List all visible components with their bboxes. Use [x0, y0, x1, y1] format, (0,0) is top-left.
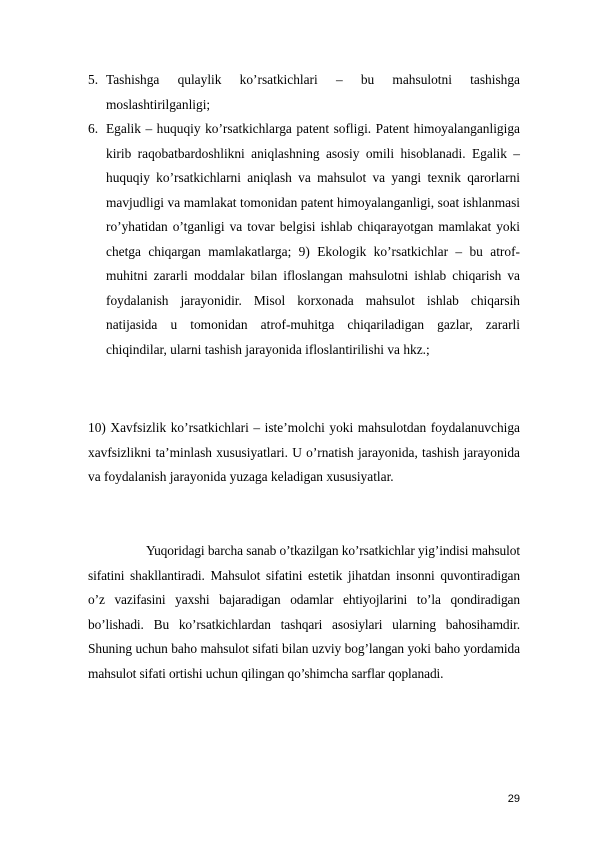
page-number: 29: [507, 793, 520, 805]
list-item-text: Egalik – huquqiy ko’rsatkichlarga patent sofligi. Patent himoyalanganligiga kirib raqobatbardoshlikni aniqlashning asosiy omili hisoblanadi. Egalik – huquqiy ko’rsatkichlarni aniqlash va mahsulot va yangi texnik qarorlarni mavjudligi va mamlakat tomonidan patent himoyalanganligi, soat ishlanmasi ro’yhatidan o’tganligi va tovar belgisi ishlab chiqarayotgan mamlakat yoki chetga chiqargan mamlakatlarga; 9) Ekologik ko’rsatkichlar – bu atrof-muhitni zararli moddalar bilan ifloslangan mahsulotni ishlab chiqarish va foydalanish jarayonidir. Misol korxonada mahsulot ishlab chiqarsih natijasida u tomonidan atrof-muhitga chiqariladigan gazlar, zararli chiqindilar, ularni tashish jarayonida ifloslantirilishi va hkz.;: [106, 121, 520, 357]
list-item: [88, 117, 520, 362]
list-item-number: 6.: [88, 121, 99, 136]
paragraph-safety-indicators: 10) Xavfsizlik ko’rsatkichlari – iste’molchi yoki mahsulotdan foydalanuvchiga xavfsizlikni ta’minlash xususiyatlari. U o’rnatish jarayonida, tashish jarayonida va foydalanish jarayonida yuzaga keladigan xususiyatlar.: [88, 420, 520, 484]
paragraph-summary: Yuqoridagi barcha sanab o’tkazilgan ko’rsatkichlar yig’indisi mahsulot sifatini shakllantiradi. Mahsulot sifatini estetik jihatdan insonni quvontiradigan o’z vazifasini yaxshi bajaradigan odamlar ehtiyojlarini to’la qondiradigan bo’lishadi. Bu ko’rsatkichlardan tashqari asosiylari ularning bahosihamdir. Shuning uchun baho mahsulot sifati bilan uzviy bog’langan yoki baho yordamida mahsulot sifati ortishi uchun qilingan qo’shimcha sarflar qoplanadi.: [88, 543, 520, 681]
list-item-text: Tashishga qulaylik ko’rsatkichlari – bu mahsulotni tashishga moslashtirilganligi;: [106, 72, 520, 112]
list-item-number: 5.: [88, 72, 99, 87]
numbered-list: [88, 68, 520, 362]
list-item: [88, 68, 520, 117]
